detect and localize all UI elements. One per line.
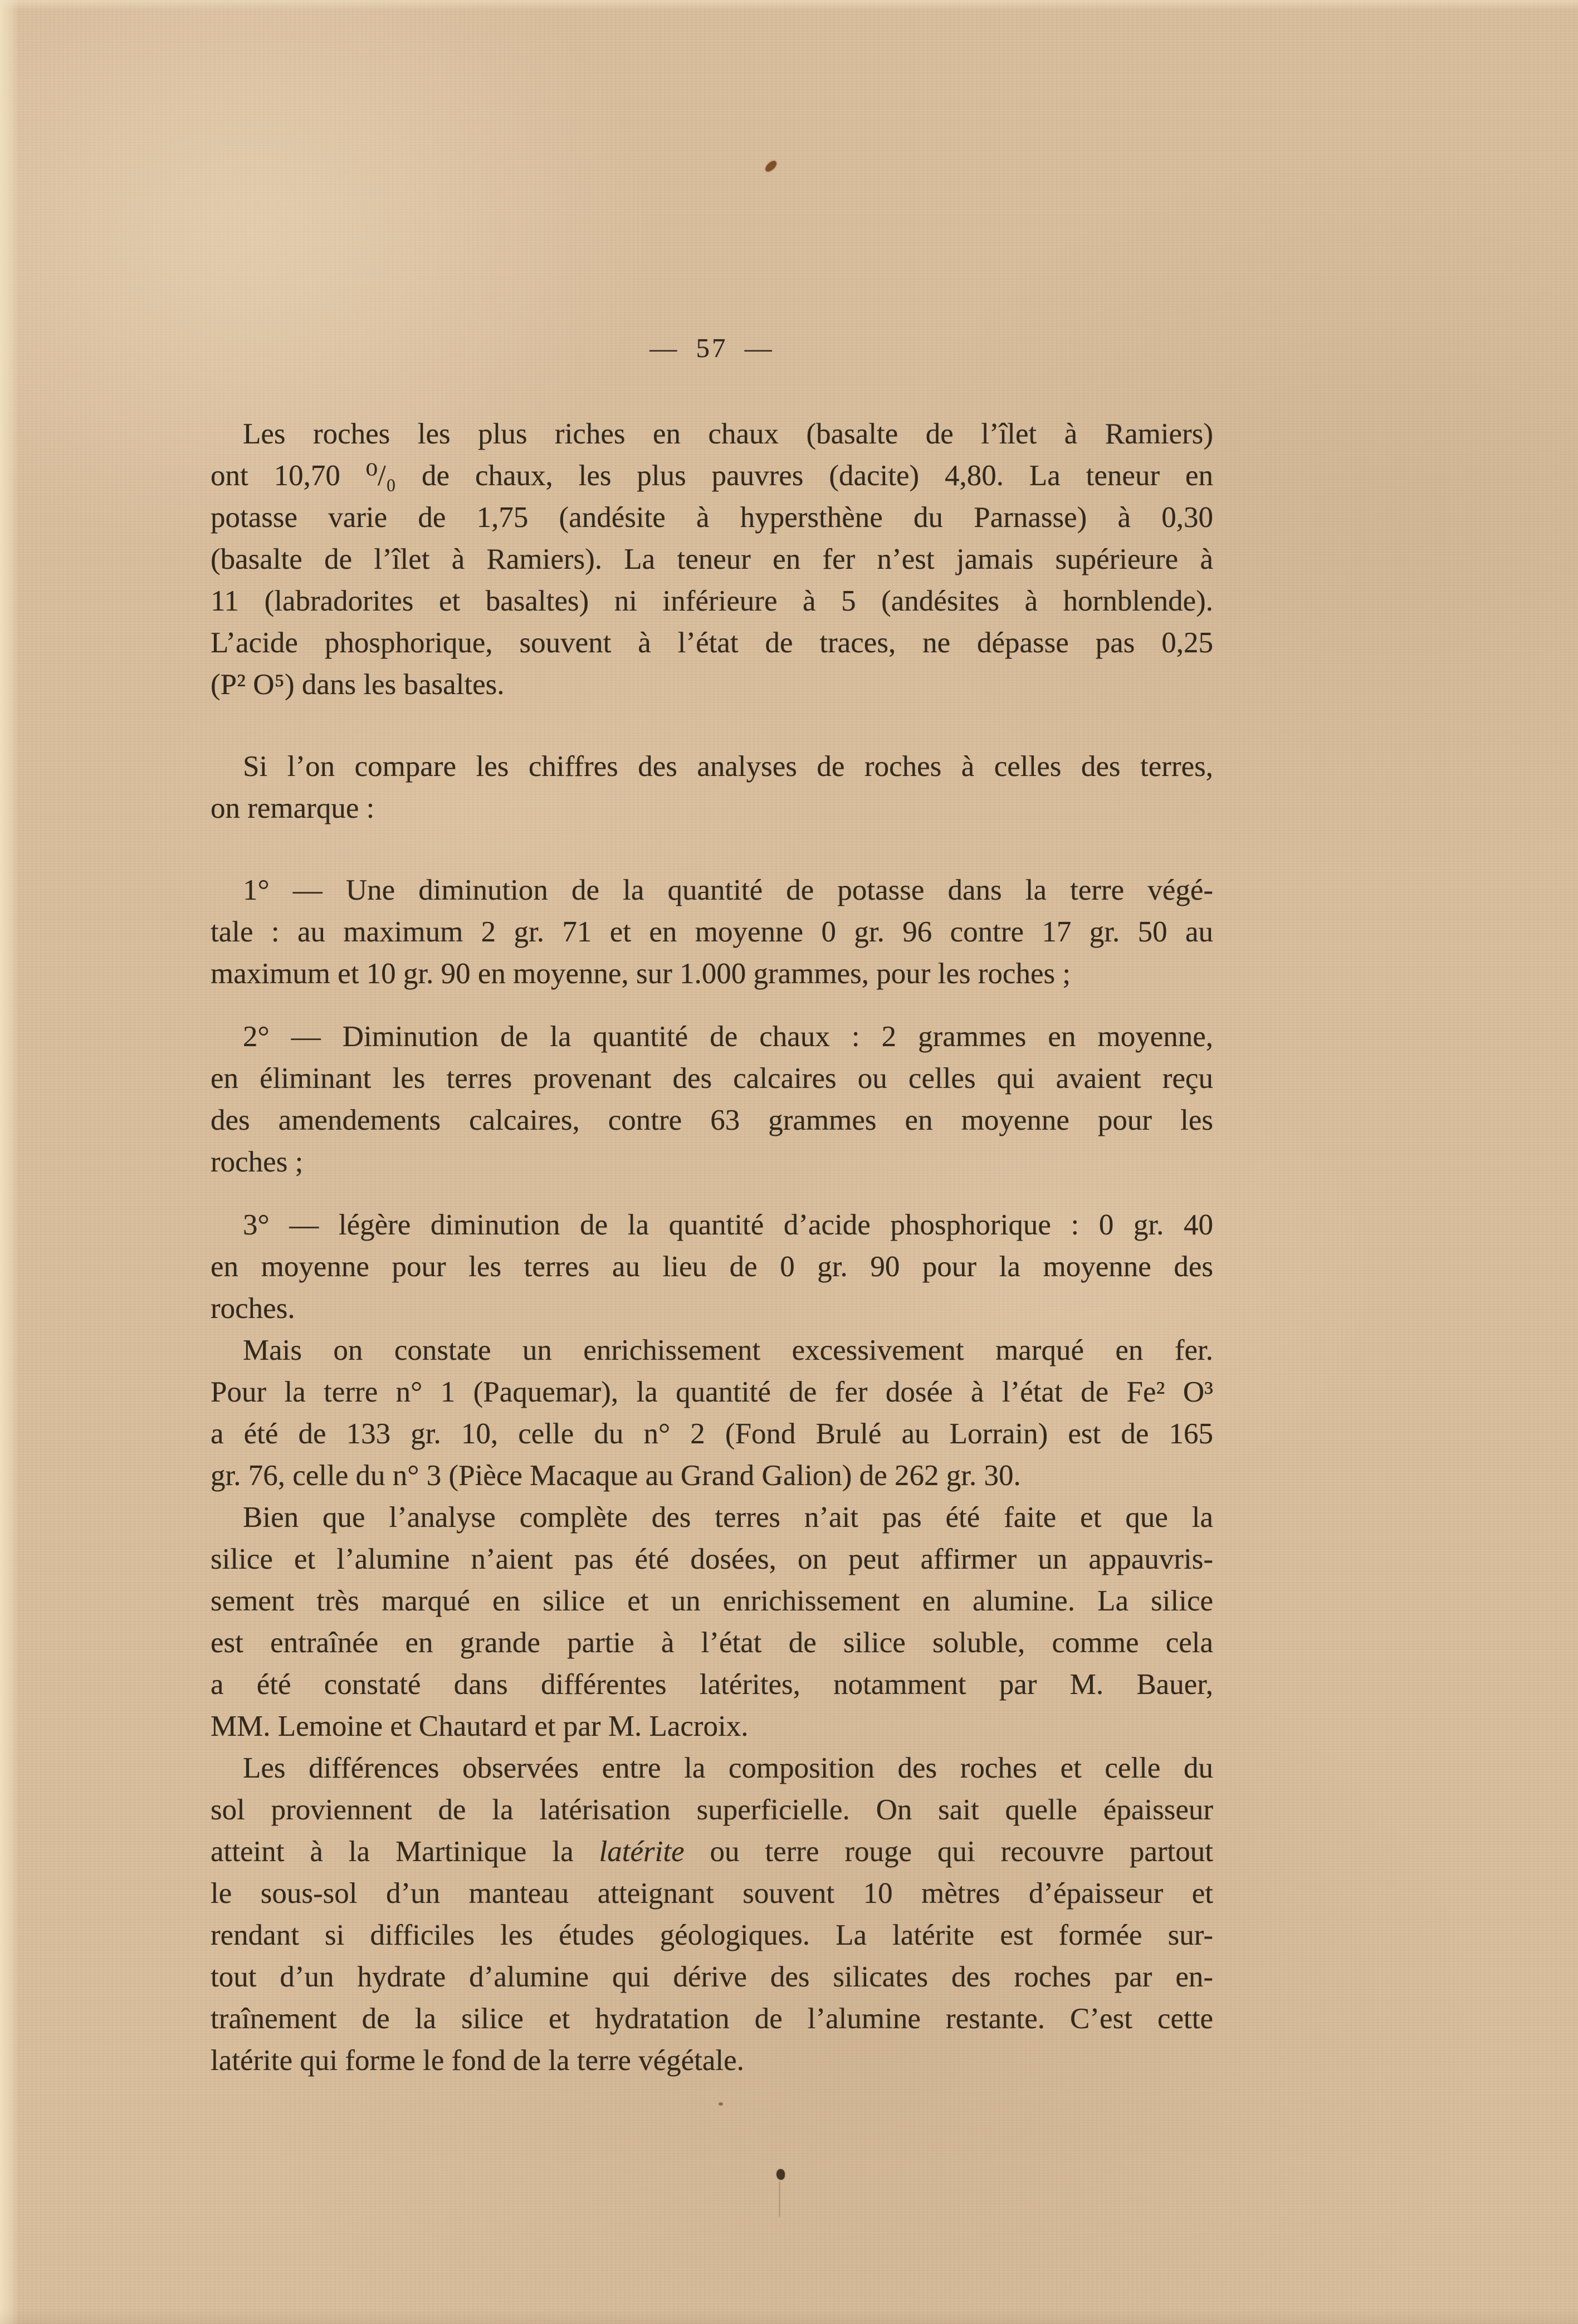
text-line (211, 413, 1213, 455)
text-line (211, 870, 1213, 911)
text-run: latérite qui forme le fond de la terre végétale. (211, 2044, 744, 2077)
text-line (211, 1539, 1213, 1580)
text-run: rendant si difficiles les études géologiques. La latérite est formée sur- (211, 1919, 1213, 1951)
paragraph (211, 1330, 1213, 1497)
text-line (211, 622, 1213, 664)
text-run: a été constaté dans différentes latérites, notamment par M. Bauer, (211, 1668, 1213, 1701)
text-run: gr. 76, celle du n° 3 (Pièce Macaque au Grand Galion) de 262 gr. 30. (211, 1459, 1021, 1492)
ink-speck (776, 2169, 785, 2180)
text-run: roches. (211, 1292, 295, 1325)
text-line (211, 1204, 1213, 1246)
text-line (211, 1580, 1213, 1622)
page-number: — 57 — (649, 333, 774, 363)
text-line (211, 1622, 1213, 1664)
text-run: ou terre rouge qui recouvre partout (684, 1835, 1214, 1868)
text-line (211, 1831, 1213, 1873)
paragraph (211, 1747, 1213, 2082)
ink-stain (764, 159, 779, 173)
text-run: potasse varie de 1,75 (andésite à hypersthène du Parnasse) à 0,30 (211, 501, 1213, 534)
italic-text-run: latérite (599, 1835, 685, 1868)
text-line (211, 1455, 1213, 1497)
text-run: sol proviennent de la latérisation superficielle. On sait quelle épaisseur (211, 1794, 1213, 1826)
text-line (211, 788, 1213, 829)
text-line (211, 455, 1213, 497)
text-run: 2° — Diminution de la quantité de chaux : 2 grammes en moyenne, (243, 1021, 1213, 1053)
text-run: Mais on constate un enrichissement excessivement marqué en fer. (243, 1334, 1213, 1366)
text-line (211, 1058, 1213, 1100)
text-line (211, 1789, 1213, 1831)
paragraph (211, 1497, 1213, 1747)
text-line (211, 911, 1213, 953)
page-edge-highlight-top (0, 0, 1578, 10)
text-line (211, 1141, 1213, 1183)
text-run: le sous-sol d’un manteau atteignant souvent 10 mètres d’épaisseur et (211, 1877, 1213, 1910)
text-run: en éliminant les terres provenant des calcaires ou celles qui avaient reçu (211, 1062, 1213, 1095)
text-line (211, 1873, 1213, 1915)
paragraph (211, 870, 1213, 995)
text-line (211, 664, 1213, 706)
text-line (211, 1747, 1213, 1789)
text-line (211, 2040, 1213, 2082)
body-text (211, 413, 1213, 2082)
text-line (211, 1956, 1213, 1998)
text-line (211, 1371, 1213, 1413)
text-line (211, 1100, 1213, 1141)
text-line (211, 1915, 1213, 1956)
text-run: roches ; (211, 1146, 304, 1178)
text-run: silice et l’alumine n’aient pas été dosées, on peut affirmer un appauvris- (211, 1543, 1213, 1575)
paper-speck (719, 2102, 723, 2106)
text-run: Bien que l’analyse complète des terres n’ait pas été faite et que la (243, 1501, 1213, 1534)
text-run: tout d’un hydrate d’alumine qui dérive des silicates des roches par en- (211, 1961, 1213, 1993)
text-line (211, 953, 1213, 995)
text-line (211, 1706, 1213, 1747)
text-run: des amendements calcaires, contre 63 grammes en moyenne pour les (211, 1104, 1213, 1136)
text-run: MM. Lemoine et Chautard et par M. Lacroix. (211, 1710, 749, 1742)
text-line (211, 539, 1213, 580)
text-run: 3° — légère diminution de la quantité d’acide phosphorique : 0 gr. 40 (243, 1209, 1213, 1241)
text-line (211, 746, 1213, 788)
paragraph (211, 1204, 1213, 1330)
text-line (211, 1246, 1213, 1288)
text-line (211, 580, 1213, 622)
text-run: L’acide phosphorique, souvent à l’état de traces, ne dépasse pas 0,25 (211, 627, 1213, 659)
paragraph (211, 746, 1213, 829)
text-line (211, 1288, 1213, 1330)
page-edge-shadow-bottom (0, 2310, 1578, 2324)
text-run: atteint à la Martinique la (211, 1835, 599, 1868)
text-run: Pour la terre n° 1 (Paquemar), la quantité de fer dosée à l’état de Fe² O³ (211, 1376, 1213, 1408)
text-line (211, 1413, 1213, 1455)
text-run: Si l’on compare les chiffres des analyses de roches à celles des terres, (243, 750, 1213, 783)
text-line (211, 497, 1213, 539)
ink-smudge (779, 2181, 780, 2217)
text-run: en moyenne pour les terres au lieu de 0 gr. 90 pour la moyenne des (211, 1251, 1213, 1283)
text-line (211, 1330, 1213, 1371)
text-line (211, 1016, 1213, 1058)
text-line (211, 1664, 1213, 1706)
text-run: Les différences observées entre la composition des roches et celle du (243, 1752, 1213, 1784)
text-run: tale : au maximum 2 gr. 71 et en moyenne 0 gr. 96 contre 17 gr. 50 au (211, 916, 1213, 948)
page-content (211, 413, 1213, 2082)
text-run: Les roches les plus riches en chaux (basalte de l’îlet à Ramiers) (243, 418, 1213, 450)
text-line (211, 1998, 1213, 2040)
text-run: 11 (labradorites et basaltes) ni inférieure à 5 (andésites à hornblende). (211, 585, 1213, 617)
text-run: sement très marqué en silice et un enrichissement en alumine. La silice (211, 1585, 1213, 1617)
text-run: a été de 133 gr. 10, celle du n° 2 (Fond Brulé au Lorrain) est de 165 (211, 1418, 1213, 1450)
page-edge-highlight-left (0, 0, 19, 2324)
text-run: on remarque : (211, 792, 375, 824)
text-run: traînement de la silice et hydratation de l’alumine restante. C’est cette (211, 2003, 1213, 2035)
text-run: (basalte de l’îlet à Ramiers). La teneur en fer n’est jamais supérieure à (211, 543, 1213, 575)
text-run: ont 10,70 ⁰/₀ de chaux, les plus pauvres (dacite) 4,80. La teneur en (211, 460, 1213, 492)
text-run: maximum et 10 gr. 90 en moyenne, sur 1.000 grammes, pour les roches ; (211, 958, 1071, 990)
paragraph (211, 1016, 1213, 1183)
text-line (211, 1497, 1213, 1539)
text-run: 1° — Une diminution de la quantité de potasse dans la terre végé- (243, 874, 1213, 906)
text-run: (P² O⁵) dans les basaltes. (211, 668, 505, 701)
paragraph (211, 413, 1213, 706)
text-run: est entraînée en grande partie à l’état de silice soluble, comme cela (211, 1627, 1213, 1659)
